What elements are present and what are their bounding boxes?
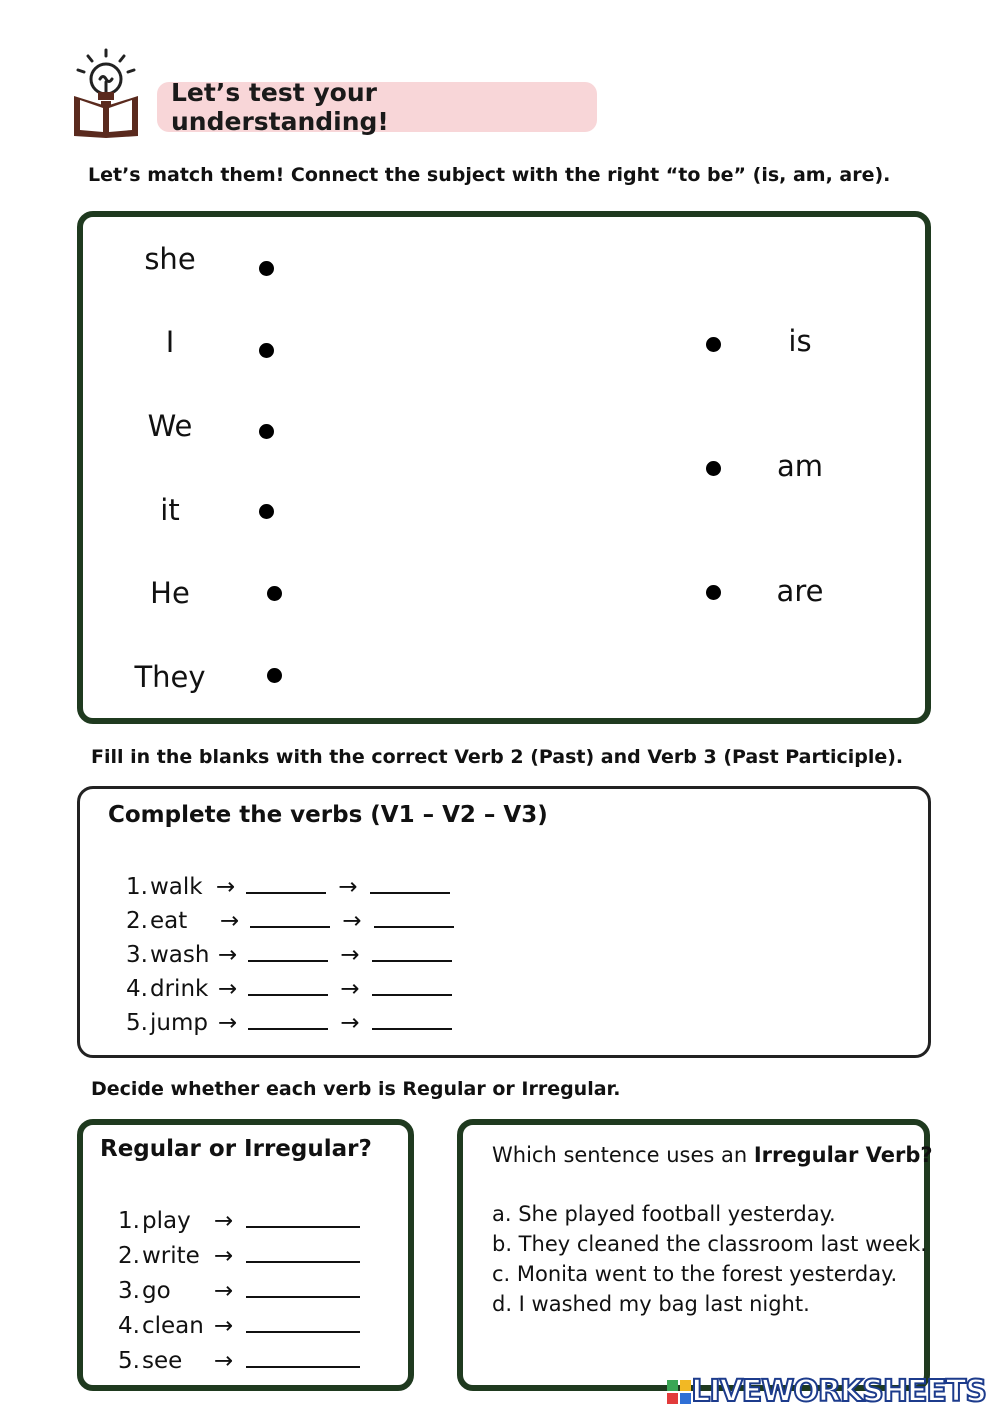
- verb-is: is: [788, 324, 812, 358]
- regular-irregular-title: Regular or Irregular?: [100, 1136, 372, 1162]
- arrow-icon: →: [342, 908, 362, 934]
- verb-dot-am[interactable]: [706, 461, 721, 476]
- v3-blank[interactable]: [370, 870, 450, 894]
- classify-blank[interactable]: [246, 1309, 360, 1333]
- classify-row: 4.clean →: [118, 1309, 360, 1344]
- page-title: Let’s test your understanding!: [157, 82, 597, 132]
- v2-blank[interactable]: [246, 870, 326, 894]
- verb-row: 2.eat → →: [126, 904, 454, 938]
- verb-dot-are[interactable]: [706, 585, 721, 600]
- arrow-icon: →: [216, 874, 236, 900]
- verb-row: 1.walk → →: [126, 870, 454, 904]
- classify-row: 2.write →: [118, 1239, 360, 1274]
- subject-we: We: [147, 409, 193, 443]
- arrow-icon: →: [218, 1010, 238, 1036]
- option-d[interactable]: d. I washed my bag last night.: [492, 1292, 810, 1316]
- regular-irregular-instruction: Decide whether each verb is Regular or Irregular.: [91, 1078, 621, 1100]
- arrow-icon: →: [214, 1208, 234, 1234]
- arrow-icon: →: [214, 1348, 234, 1374]
- subject-dot-i[interactable]: [259, 343, 274, 358]
- arrow-icon: →: [340, 1010, 360, 1036]
- classify-row: 3.go →: [118, 1274, 360, 1309]
- v2-blank[interactable]: [248, 938, 328, 962]
- option-a[interactable]: a. She played football yesterday.: [492, 1202, 836, 1226]
- question-options: [492, 1199, 927, 1319]
- classify-list: [118, 1204, 360, 1379]
- v2-blank[interactable]: [248, 972, 328, 996]
- v3-blank[interactable]: [372, 938, 452, 962]
- v2-blank[interactable]: [250, 904, 330, 928]
- verb-row: 4.drink → →: [126, 972, 454, 1006]
- verb-row: 3.wash → →: [126, 938, 454, 972]
- arrow-icon: →: [218, 942, 238, 968]
- subject-they: They: [134, 660, 206, 694]
- v3-blank[interactable]: [372, 972, 452, 996]
- liveworksheets-logo: LIVEWORKSHEETS: [667, 1374, 986, 1409]
- subject-dot-she[interactable]: [259, 261, 274, 276]
- arrow-icon: →: [340, 976, 360, 1002]
- verb-row: 5.jump → →: [126, 1006, 454, 1040]
- verbs-box-title: Complete the verbs (V1 – V2 – V3): [108, 802, 548, 828]
- lightbulb-book-icon: [70, 46, 142, 140]
- classify-blank[interactable]: [246, 1344, 360, 1368]
- arrow-icon: →: [214, 1278, 234, 1304]
- subject-he: He: [150, 576, 190, 610]
- classify-blank[interactable]: [246, 1274, 360, 1298]
- subject-dot-it[interactable]: [259, 504, 274, 519]
- option-b[interactable]: b. They cleaned the classroom last week.: [492, 1232, 927, 1256]
- v3-blank[interactable]: [372, 1006, 452, 1030]
- classify-row: 1.play →: [118, 1204, 360, 1239]
- arrow-icon: →: [214, 1313, 234, 1339]
- subject-dot-he[interactable]: [267, 586, 282, 601]
- arrow-icon: →: [220, 908, 240, 934]
- verb-list: [126, 870, 454, 1040]
- classify-blank[interactable]: [246, 1204, 360, 1228]
- subject-it: it: [160, 493, 180, 527]
- fill-blanks-instruction: Fill in the blanks with the correct Verb 2 (Past) and Verb 3 (Past Participle).: [91, 746, 904, 768]
- matching-instruction: Let’s match them! Connect the subject with the right “to be” (is, am, are).: [88, 164, 891, 186]
- arrow-icon: →: [214, 1243, 234, 1269]
- classify-row: 5.see →: [118, 1344, 360, 1379]
- arrow-icon: →: [218, 976, 238, 1002]
- v2-blank[interactable]: [248, 1006, 328, 1030]
- subject-i: I: [165, 325, 175, 359]
- classify-blank[interactable]: [246, 1239, 360, 1263]
- verb-am: am: [776, 449, 824, 483]
- arrow-icon: →: [340, 942, 360, 968]
- logo-grid-icon: [667, 1380, 691, 1404]
- option-c[interactable]: c. Monita went to the forest yesterday.: [492, 1262, 898, 1286]
- irregular-question: Which sentence uses an Irregular Verb?: [492, 1143, 933, 1167]
- v3-blank[interactable]: [374, 904, 454, 928]
- verb-dot-is[interactable]: [706, 337, 721, 352]
- subject-she: she: [144, 242, 196, 276]
- subject-dot-they[interactable]: [267, 668, 282, 683]
- verb-are: are: [776, 574, 824, 608]
- arrow-icon: →: [338, 874, 358, 900]
- subject-dot-we[interactable]: [259, 424, 274, 439]
